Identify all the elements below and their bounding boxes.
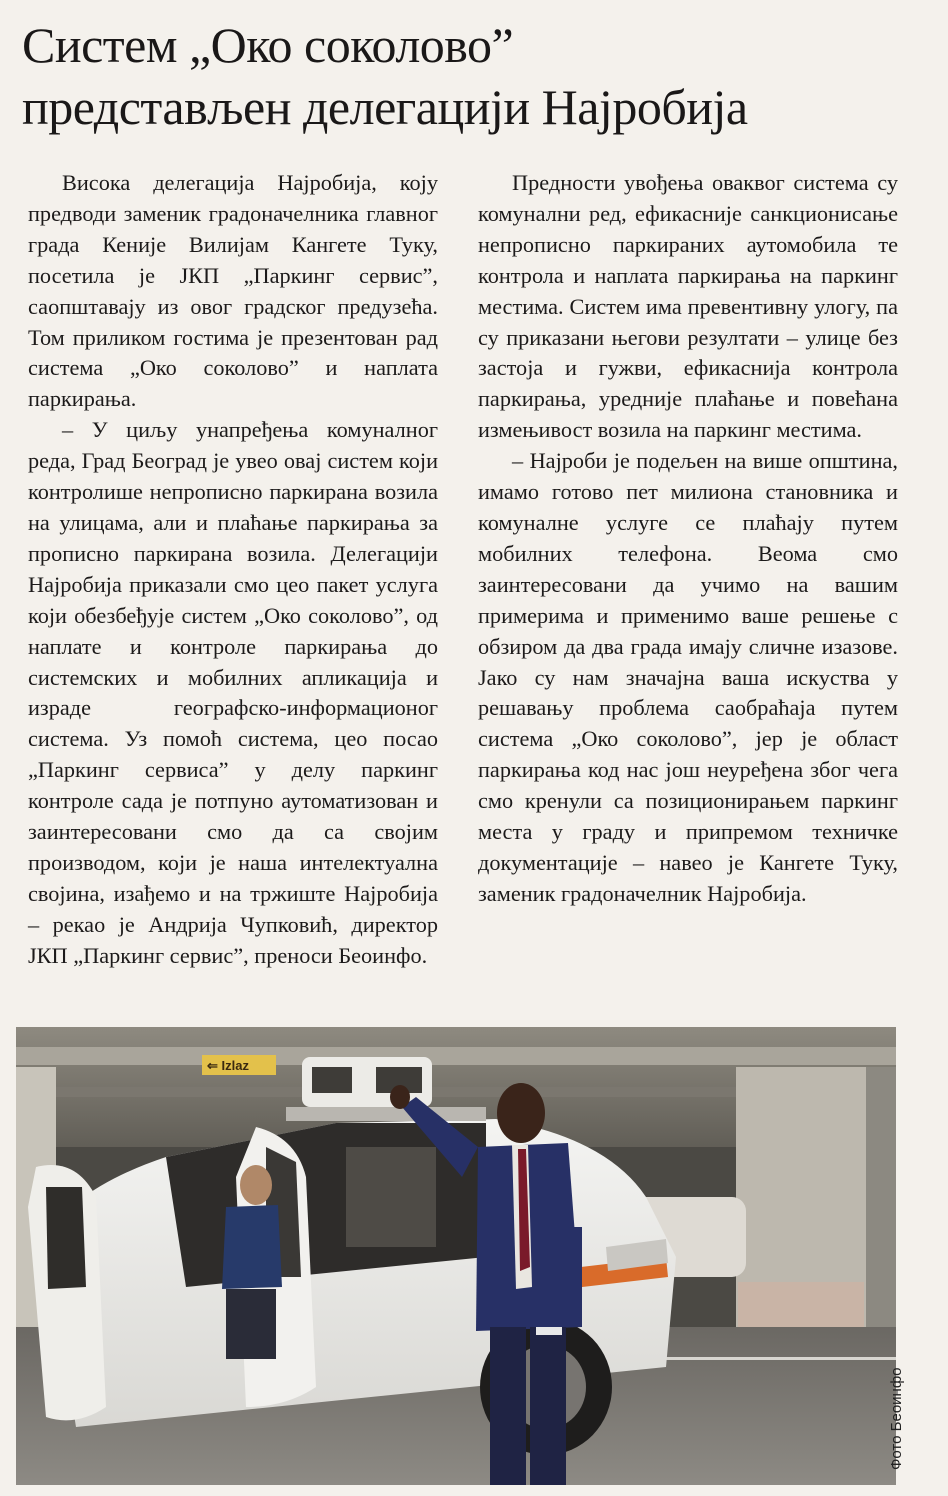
headline-line-1: Систем „Око соколово”: [22, 17, 514, 73]
paragraph: – Најроби је подељен на више општина, имамо готово пет милиона становника и комуналне услуге се плаћају путем мобилних телефона. Веома смо заинтересовани да учимо на вашим примерима и применимо ваше решење с обзиром да два града имају сличне изазове. Јако су нам значајна ваша искуства у решавању проблема саобраћаја путем система „Око соколово”, јер је област паркирања код нас још неуређена због чега смо кренули са позиционирањем паркинг места у граду и припремом техничке документације – навео је Кангете Туку, заменик градоначелник Најробија.: [478, 448, 898, 906]
article-column-left: [28, 168, 438, 972]
article-headline: [22, 14, 902, 138]
paragraph: Предности увођења оваквог система су комунални ред, ефикасније санкционисање непрописно паркираних аутомобила те контрола и наплата паркирања на паркинг местима. Систем има превентивну улогу, па су приказани његови резултати – улице без застоја и гужви, ефикаснија контрола паркирања, уредније плаћање и повећана измењивост возила на паркинг местима.: [478, 170, 898, 443]
photo-credit: Фото Беоинфо: [888, 1367, 905, 1470]
paragraph: – У циљу унапређења комуналног реда, Град Београд је увео овај систем који контролише непрописно паркирана возила на улицама, али и плаћање паркирања за прописно паркирана возила. Делегацији Најробија приказали смо цео пакет услуга који обезбеђује систем „Око соколово”, од наплате и контроле паркирања до системских и мобилних апликација и израде географско-информационог система. Уз помоћ система, цео посао „Паркинг сервиса” у делу паркинг контроле сада је потпуно аутоматизован и заинтересовани смо да са својим производом, који је наша интелектуална својина, изађемо и на тржиште Најробија – рекао је Андрија Чупковић, директор ЈКП „Паркинг сервис”, преноси Беоинфо.: [28, 417, 438, 968]
paragraph: Висока делегација Најробија, коју предводи заменик градоначелника главног града Кеније Вилијам Кангете Туку, посетила је ЈКП „Паркинг сервис”, саопштавају из овог градског предузећа. Том приликом гостима је презентован рад система „Око соколово” и наплата паркирања.: [28, 170, 438, 412]
headline-line-2: представљен делегацији Најробија: [22, 79, 748, 135]
article-column-right: [478, 168, 898, 910]
article-photo: [16, 1027, 896, 1485]
exit-sign-text: ⇐ Izlaz: [207, 1058, 249, 1073]
